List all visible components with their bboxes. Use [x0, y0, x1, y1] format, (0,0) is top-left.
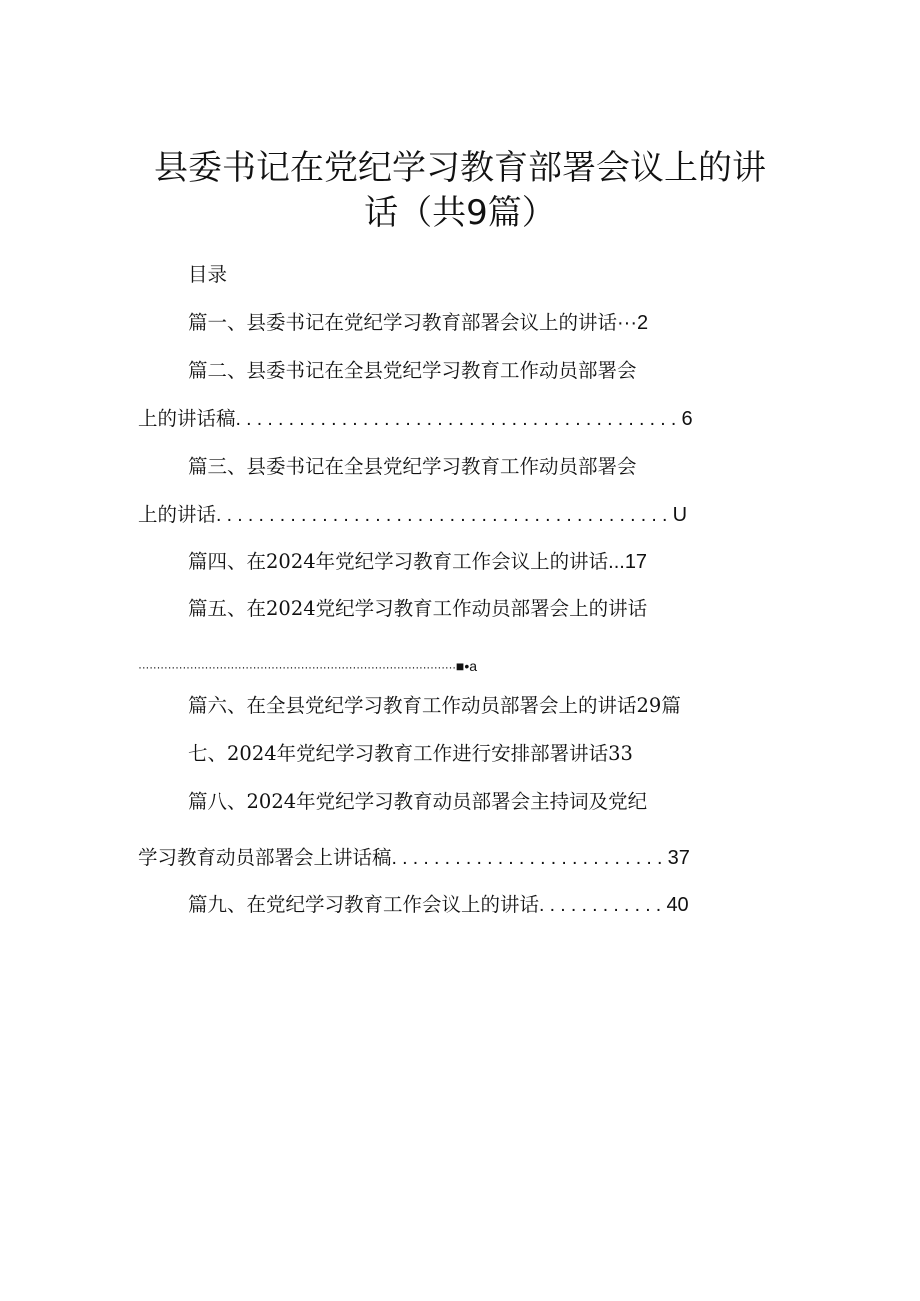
toc-entry-1-text: 篇一、县委书记在党纪学习教育部署会议上的讲话	[188, 311, 618, 334]
toc-heading: 目录	[188, 263, 228, 286]
toc-entry-9[interactable]	[188, 892, 689, 918]
toc-entry-4[interactable]	[188, 549, 647, 575]
toc-entry-1-page: 2	[637, 312, 649, 334]
toc-entry-2-page: 6	[681, 408, 693, 430]
toc-entry-3-cont-text: 上的讲话	[138, 503, 217, 526]
toc-entry-5-page: ■•a	[455, 658, 478, 674]
toc-entry-4-page: 17	[624, 551, 648, 573]
toc-entry-1-leader: ···	[617, 312, 637, 334]
toc-entry-5-leader: ······················································································	[138, 660, 456, 674]
toc-entry-4-leader: ...	[608, 551, 625, 573]
toc-entry-8-cont-text: 学习教育动员部署会上讲话稿	[138, 846, 392, 869]
toc-entry-3-leader: ...........................................	[216, 504, 673, 526]
toc-entry-3-continued[interactable]	[138, 502, 687, 528]
toc-entry-2[interactable]: 篇二、县委书记在全县党纪学习教育工作动员部署会	[188, 359, 637, 382]
toc-entry-2-continued[interactable]	[138, 406, 693, 432]
toc-entry-3-page: U	[672, 504, 688, 526]
toc-entry-8-continued[interactable]	[138, 845, 690, 871]
toc-entry-9-leader: ............	[539, 894, 667, 916]
toc-entry-8[interactable]: 篇八、2024年党纪学习教育动员部署会主持词及党纪	[188, 790, 648, 813]
toc-entry-9-text: 篇九、在党纪学习教育工作会议上的讲话	[188, 893, 540, 916]
toc-entry-8-page: 37	[667, 847, 690, 869]
document-title-line-1: 县委书记在党纪学习教育部署会议上的讲	[154, 148, 766, 188]
toc-entry-8-leader: ..........................	[391, 847, 668, 869]
document-title-line-2: 话（共9篇）	[364, 193, 556, 233]
toc-entry-7[interactable]: 七、2024年党纪学习教育工作进行安排部署讲话33	[188, 742, 633, 765]
toc-entry-5-continued[interactable]	[138, 652, 477, 680]
toc-entry-3[interactable]: 篇三、县委书记在全县党纪学习教育工作动员部署会	[188, 455, 637, 478]
toc-entry-4-text: 篇四、在2024年党纪学习教育工作会议上的讲话	[188, 550, 609, 573]
toc-entry-2-leader: ..........................................	[235, 408, 682, 430]
toc-entry-9-page: 40	[666, 894, 689, 916]
toc-entry-5[interactable]: 篇五、在2024党纪学习教育工作动员部署会上的讲话	[188, 597, 648, 620]
toc-entry-1[interactable]	[188, 310, 648, 336]
toc-entry-2-cont-text: 上的讲话稿	[138, 407, 236, 430]
toc-entry-6[interactable]: 篇六、在全县党纪学习教育工作动员部署会上的讲话29篇	[188, 694, 681, 717]
